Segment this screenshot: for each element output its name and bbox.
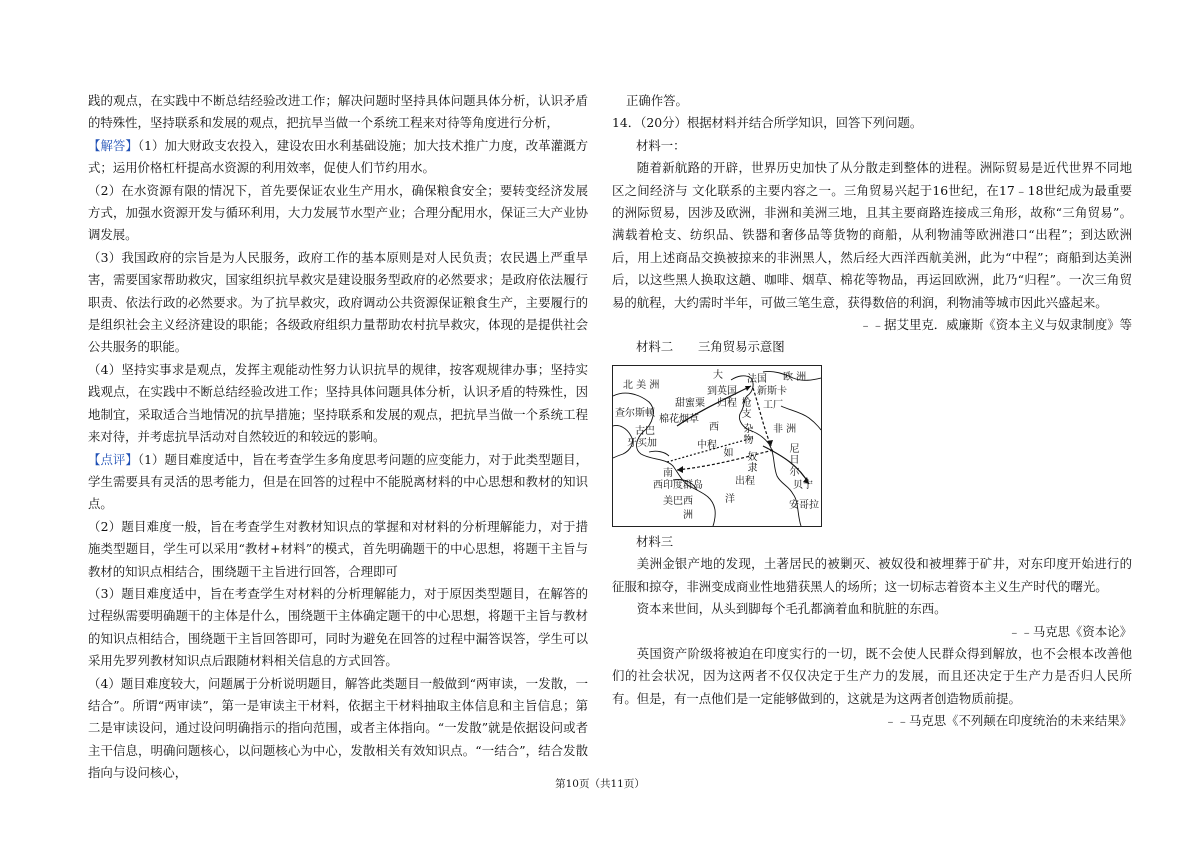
map-label-south: 南 xyxy=(663,467,673,479)
answer-continuation-end: 正确作答。 xyxy=(626,93,688,108)
comment-item-4: （4）题目难度较大，问题属于分析说明题目，解答此类题目一般做到“两审读，一发散，一结合”。所谓“两审读”，第一是审读主干材料，依据主干材料抽取主体信息和主旨信息；第二是审读设问，通过设问明确指示的指向范围，或者主体指向。“一发散”就是依据设问或者主干信息，明确问题核心，以问题核心为中心，发散相关有效知识点。“一结合”，结合发散指向与设问核心， xyxy=(88,675,588,781)
map-label-benin: 贝宁 xyxy=(793,479,813,491)
map-label-cotton-tobacco: 棉花烟草 xyxy=(659,413,699,425)
map-label-colombia: 西印度群岛 xyxy=(653,479,703,491)
map-label-cuba: 古巴 xyxy=(635,425,655,437)
material-3-para-1: 美洲金银产地的发现，土著居民的被剿灭、被奴役和被埋葬于矿井，对东印度开始进行的征服和掠夺，非洲变成商业性地猎获黑人的场所；这一切标志着资本主义生产时代的曙光。 xyxy=(612,556,1132,594)
map-label-da: 大 xyxy=(713,369,723,381)
material-1-title: 材料一： xyxy=(636,137,686,153)
triangle-trade-map xyxy=(612,365,822,527)
left-column xyxy=(88,90,588,785)
material-3-para-2: 资本来世间，从头到脚每个毛孔都滴着血和肮脏的东西。 xyxy=(636,601,947,617)
comment-item-3: （3）题目难度适中，旨在考查学生对材料的分析理解能力，对于原因类型题目，在解答的过程纵需要明确题干的主体是什么，围绕题干主体确定题干的中心思想，将题干主旨与教材的知识点相结合，围绕题干主旨回答即可，同时为避免在回答的过程中漏答误答，学生可以采用先罗列教材知识点后跟随材料相关信息的方式回答。 xyxy=(88,585,588,669)
answer-item-4: （4）坚持实事求是观点，发挥主观能动性努力认识抗旱的规律，按客观规律办事；坚持实践观点，在实践中不断总结经验改进工作；坚持具体问题具体分析，认识矛盾的特殊性，因地制宜，采取适合当地情况的抗旱措施；坚持联系和发展的观点，把抗旱当做一个系统工程来对待，并考虑抗旱活动对自然较近的和较远的影响。 xyxy=(88,361,588,445)
question-14: 14．（20分）根据材料并结合所学知识，回答下列问题。 xyxy=(612,115,923,131)
answer-item-2: （2）在水资源有限的情况下，首先要保证农业生产用水，确保粮食安全；要转变经济发展方式，加强水资源开发与循环利用，大力发展节水型产业；合理分配用水，保证三大产业协调发展。 xyxy=(88,182,588,243)
comment-tag: 【点评】 xyxy=(88,451,138,467)
map-label-atlantic: 如 xyxy=(723,447,734,459)
map-label-middle: 中程 xyxy=(697,439,717,451)
map-label-brazil: 美巴西 xyxy=(663,495,693,507)
answer-tag: 【解答】 xyxy=(88,137,138,153)
map-label-north-america: 北 美 洲 xyxy=(623,379,660,391)
answer-item-3: （3）我国政府的宗旨是为人民服务，政府工作的基本原则是对人民负责；农民遇上严重旱害，需要国家帮助救灾，国家组织抗旱救灾是建设服务型政府的必然要求；是政府依法履行职责、依法行政的必然要求。为了抗旱救灾，政府调动公共资源保证粮食生产，主要履行的是组织社会主义经济建设的职能；各级政府组织力量帮助农村抗旱救灾，体现的是提供社会公共服务的职能。 xyxy=(88,249,588,355)
material-2-title: 材料二 三角贸易示意图 xyxy=(636,339,785,355)
map-label-return: 归程 xyxy=(717,397,737,409)
map-label-outbound: 出程 xyxy=(735,475,755,487)
map-label-factory: 工厂 xyxy=(763,399,783,411)
material-3-source-2: ﹣﹣马克思《不列颠在印度统治的未来结果》 xyxy=(884,713,1132,729)
map-label-angola: 安哥拉 xyxy=(789,499,819,511)
material-1-source: ﹣﹣据艾里克．威廉斯《资本主义与奴隶制度》等 xyxy=(859,317,1132,333)
map-label-mixed: 杂物 xyxy=(743,423,754,447)
map-label-nigeria: 尼日尔 xyxy=(789,443,800,478)
map-label-molasses: 甜蜜粟 xyxy=(675,397,705,409)
material-3-para-3: 英国资产阶级将被迫在印度实行的一切，既不会使人民群众得到解放，也不会根本改善他们的社会状况，因为这两者不仅仅决定于生产力的发展，而且还决定于生产力是否归人民所有。但是，有一点他们是一定能够做到的，这就是为这两者创造物质前提。 xyxy=(612,645,1132,706)
map-label-newcastle: 新斯卡 xyxy=(757,385,787,397)
answer-item-1 xyxy=(88,135,588,180)
material-1-text: 随着新航路的开辟，世界历史加快了从分散走到整体的进程。洲际贸易是近代世界不同地区之间经济与 文化联系的主要内容之一。三角贸易兴起于16世纪，在17﹣18世纪成为最重要的洲际贸易，因涉及欧洲，非洲和美洲三地，且其主要商路连接成三角形，故称“三角贸易”。满载着枪支、纺织品、铁器和奢侈品等货物的商船，从利物浦等欧洲港口“出程”；到达欧洲后，用上述商品交换被掠来的非洲黑人，然后经大西洋西航美洲，此为“中程”；商船到达美洲后，以这些黑人换取这趟、咖啡、烟草、棉花等物品，再运回欧洲，此乃“归程”。一次三角贸易的航程，大约需时半年，可做三笔生意，获得数倍的利润，利物浦等城市因此兴盛起来。 xyxy=(612,160,1132,310)
map-label-to-england: 到英国 xyxy=(707,385,737,397)
map-label-continent: 洲 xyxy=(683,509,693,521)
comment-item-1 xyxy=(88,449,588,516)
map-label-ocean: 洋 xyxy=(725,493,735,505)
map-label-west: 西 xyxy=(709,421,719,433)
map-label-france: 法国 xyxy=(747,373,767,385)
comment-1-text: （1）题目难度适中，旨在考查学生多角度思考问题的应变能力，对于此类型题目，学生需要具有灵活的思考能力，但是在回答的过程中不能脱离材料的中心思想和教材的知识点。 xyxy=(88,451,589,512)
material-3-source-1: ﹣﹣马克思《资本论》 xyxy=(1008,623,1132,639)
material-3-title: 材料三 xyxy=(636,533,674,549)
map-label-slaves: 奴隶 xyxy=(747,451,758,475)
map-label-europe: 欧 洲 xyxy=(783,371,807,383)
map-label-africa: 非 洲 xyxy=(773,423,797,435)
right-column xyxy=(612,90,1132,733)
comment-item-2: （2）题目难度一般，旨在考查学生对教材知识点的掌握和对材料的分析理解能力，对于措施类型题目，学生可以采用“教材+材料”的模式，首先明确题干的中心思想，将题干主旨与教材的知识点相结合，围绕题干主旨进行回答，合理即可 xyxy=(88,518,588,579)
map-label-guns: 枪支 xyxy=(741,397,752,421)
map-label-charleston: 查尔斯顿 xyxy=(615,407,655,419)
map-label-jamaica: 牙买加 xyxy=(627,437,657,449)
answer-continuation: 践的观点，在实践中不断总结经验改进工作；解决问题时坚持具体问题具体分析，认识矛盾的特殊性，坚持联系和发展的观点，把抗旱当做一个系统工程来对待等角度进行分析， xyxy=(88,93,588,131)
answer-1-text: （1）加大财政支农投入，建设农田水利基础设施；加大技术推广力度，改革灌溉方式；运用价格杠杆提高水资源的利用效率，促使人们节约用水。 xyxy=(88,137,589,176)
page-footer: 第10页（共11页） xyxy=(555,778,645,790)
